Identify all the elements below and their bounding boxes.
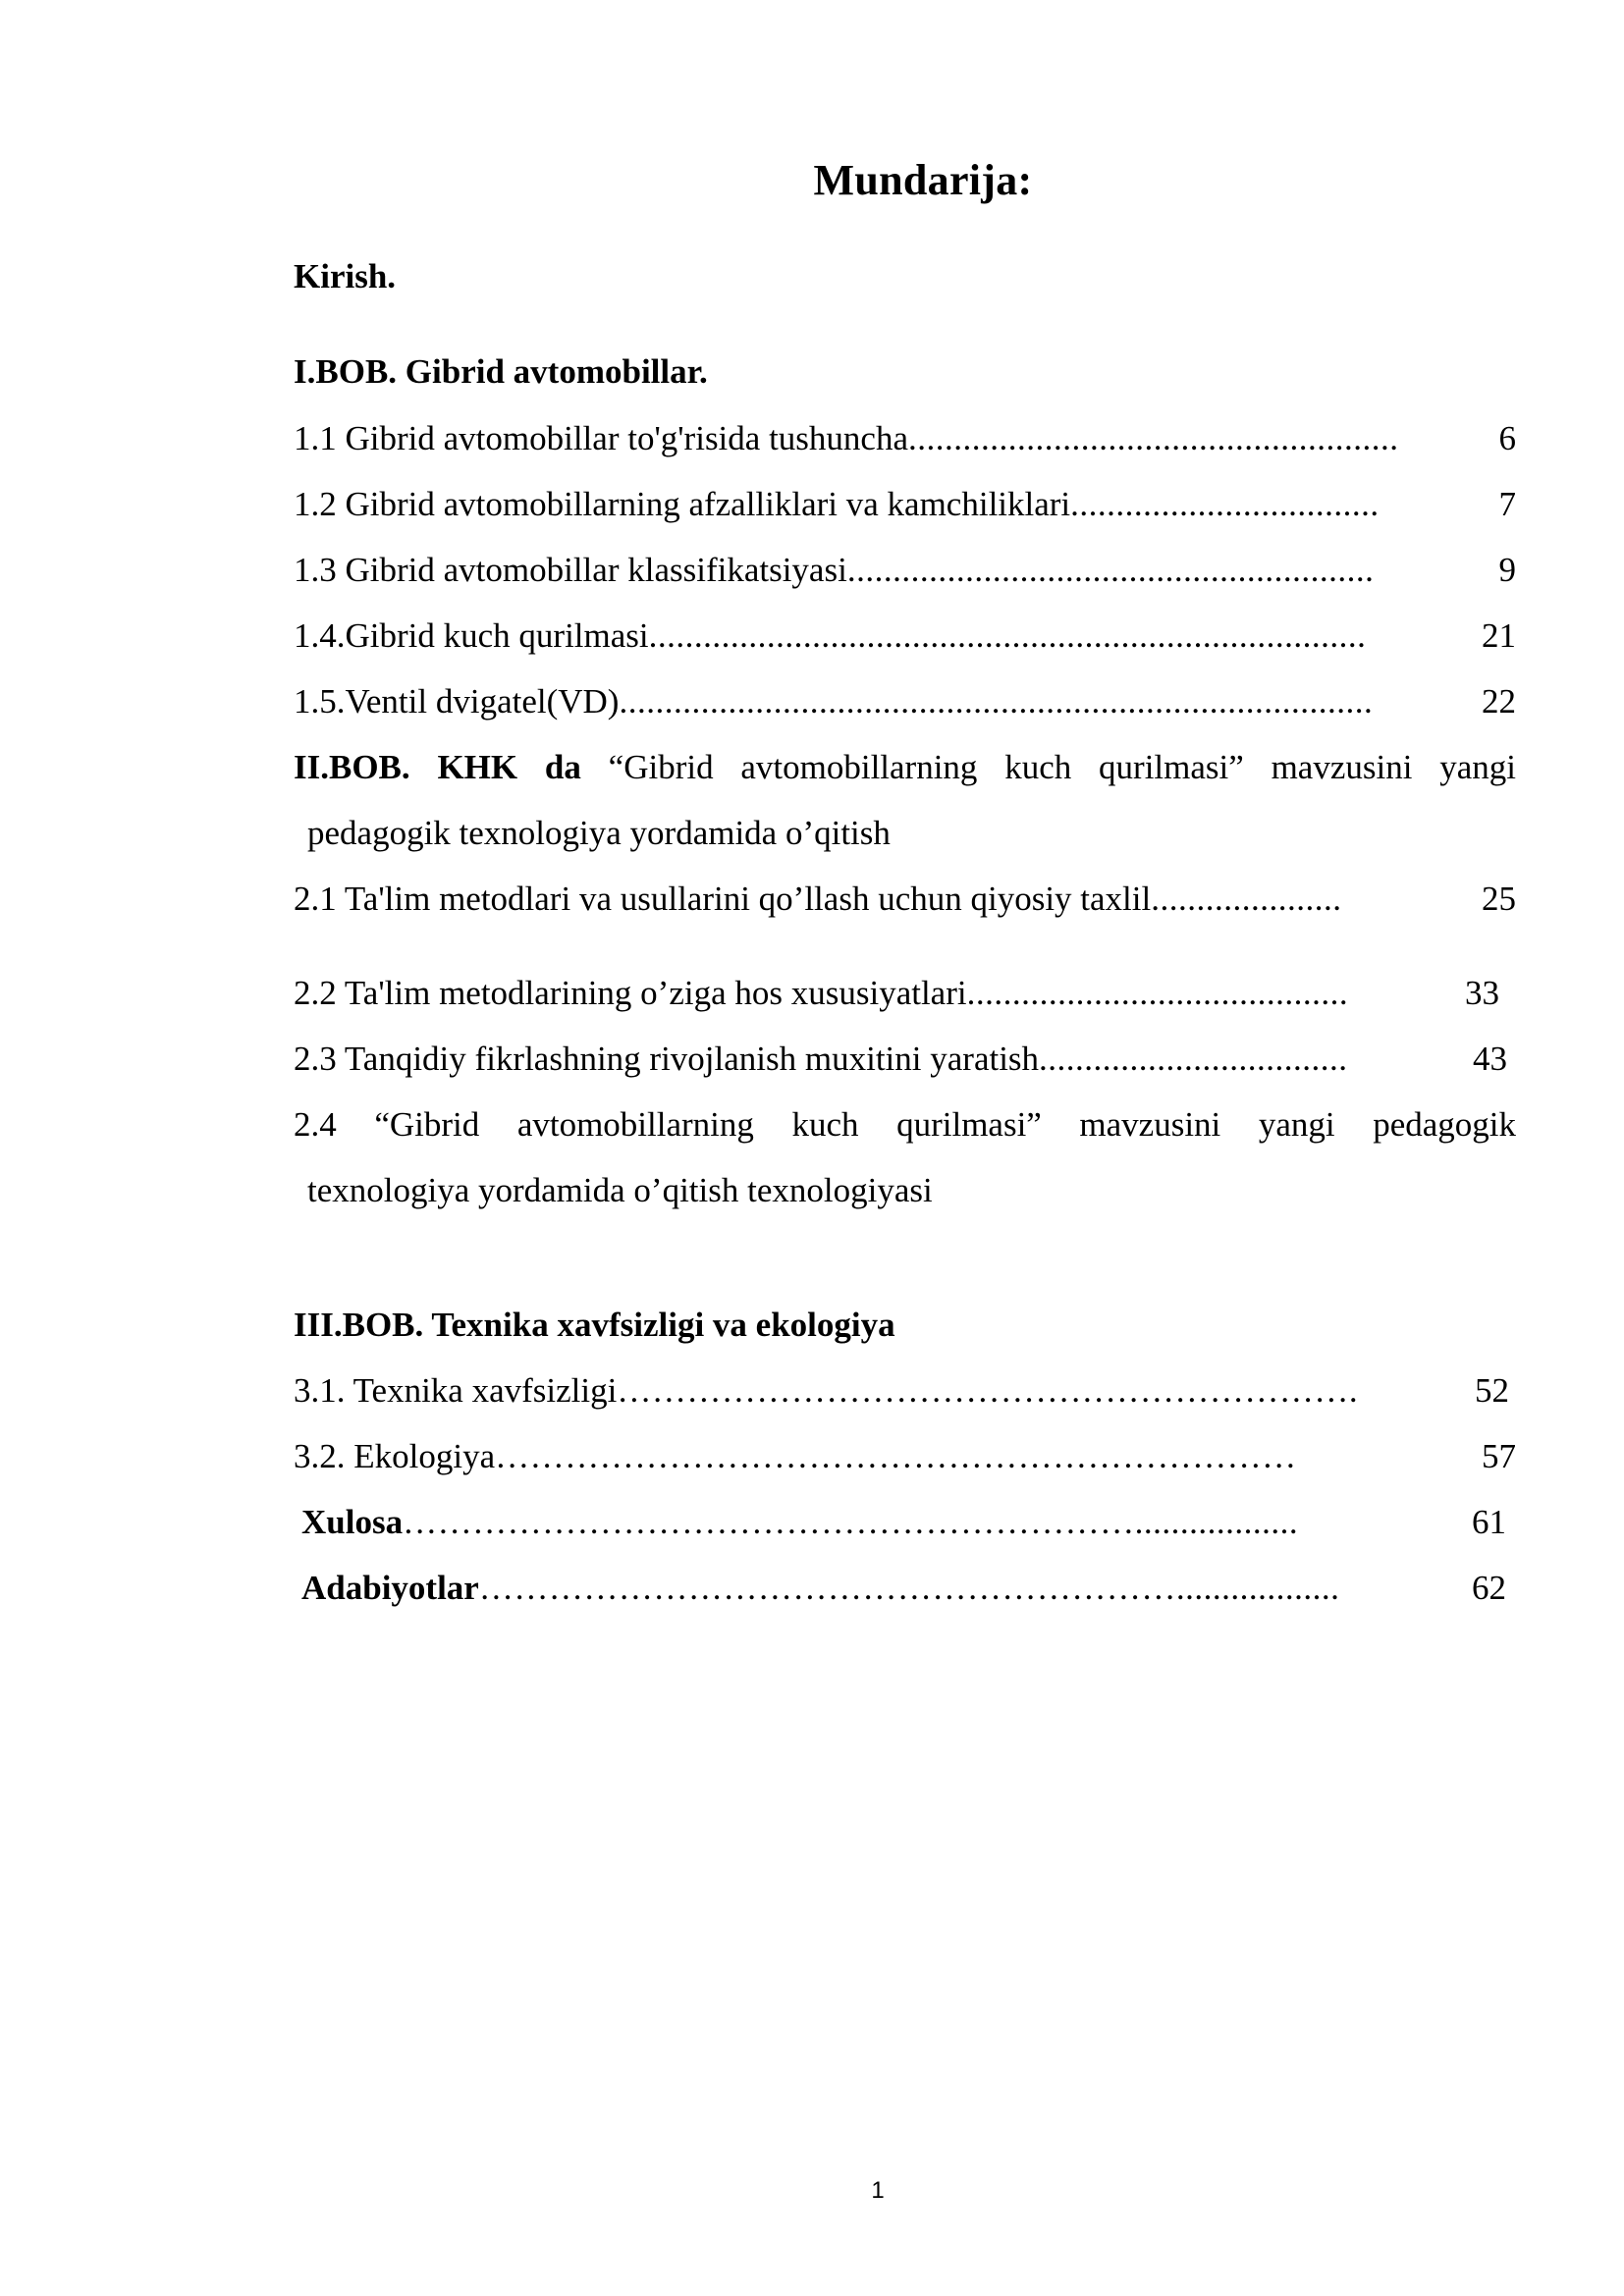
toc-intro: Kirish. (294, 257, 397, 295)
page-number: 1 (871, 2177, 885, 2204)
toc-page-number: 52 (1475, 1371, 1509, 1410)
toc-page-number: 62 (1472, 1569, 1506, 1607)
toc-entry-label: 1.1 Gibrid avtomobillar to'g'risida tushuncha (294, 419, 908, 457)
toc-entry-1-3[interactable] (294, 549, 1516, 592)
toc-entry-conclusion[interactable] (301, 1501, 1506, 1544)
toc-entry-label: 1.5.Ventil dvigatel(VD) (294, 682, 620, 721)
toc-entry-label: Adabiyotlar (301, 1569, 479, 1607)
chapter-3-heading: III.BOB. Texnika xavfsizligi va ekologiya (294, 1306, 895, 1344)
toc-entry-label: Xulosa (301, 1503, 404, 1541)
toc-title: Mundarija: (813, 156, 1033, 204)
toc-leader-dots: ...................................................... (907, 419, 1399, 457)
toc-entry-3-1[interactable] (294, 1369, 1509, 1413)
toc-entry-label: 1.2 Gibrid avtomobillarning afzalliklari va kamchiliklari (294, 485, 1071, 523)
toc-leader-dots: ………………………………………………………. (617, 1371, 1359, 1410)
toc-entry-label: 1.4.Gibrid kuch qurilmasi (294, 616, 649, 655)
toc-entry-2-4-continuation: texnologiya yordamida o’qitish texnologiyasi (307, 1171, 933, 1209)
chapter-2-heading-bold: II.BOB. KHK da (294, 748, 581, 786)
toc-leader-dots: …………………………………………………….................. (478, 1569, 1340, 1607)
toc-page-number: 6 (1498, 419, 1516, 457)
toc-entry-2-2[interactable] (294, 972, 1499, 1015)
toc-leader-dots: .......................................................... (846, 551, 1375, 589)
toc-entry-label: 2.2 Ta'lim metodlarining o’ziga hos xususiyatlari (294, 974, 967, 1012)
toc-page-number: 25 (1482, 880, 1516, 918)
toc-page-number: 7 (1498, 485, 1516, 523)
chapter-2-heading-continuation: pedagogik texnologiya yordamida o’qitish (307, 814, 891, 852)
toc-entry-2-3[interactable] (294, 1038, 1507, 1081)
toc-leader-dots: .................................. (1070, 485, 1380, 523)
toc-leader-dots: ..................... (1151, 880, 1342, 918)
toc-entry-2-1[interactable] (294, 878, 1516, 921)
toc-entry-label: 1.3 Gibrid avtomobillar klassifikatsiyasi (294, 551, 847, 589)
toc-leader-dots: ............................................................................... (648, 616, 1367, 655)
toc-leader-dots: ……………………………………………………….................. (403, 1503, 1299, 1541)
toc-entry-references[interactable] (301, 1567, 1506, 1610)
toc-entry-1-2[interactable] (294, 483, 1516, 526)
chapter-2-heading-rest: “Gibrid avtomobillarning kuch qurilmasi” mavzusini yangi (580, 748, 1516, 786)
chapter-1-heading: I.BOB. Gibrid avtomobillar. (294, 352, 708, 391)
toc-entry-label: 3.1. Texnika xavfsizligi (294, 1371, 618, 1410)
chapter-2-heading (294, 746, 1516, 789)
toc-entry-1-4[interactable] (294, 614, 1516, 658)
toc-page-number: 43 (1473, 1040, 1507, 1078)
toc-entry-label: 2.1 Ta'lim metodlari va usullarini qo’llash uchun qiyosiy taxlil (294, 880, 1152, 918)
toc-page-number: 21 (1482, 616, 1516, 655)
toc-page-number: 57 (1482, 1437, 1516, 1475)
toc-page-number: 9 (1498, 551, 1516, 589)
toc-leader-dots: .................................. (1039, 1040, 1348, 1078)
toc-page-number: 33 (1465, 974, 1499, 1012)
toc-leader-dots: .......................................... (966, 974, 1349, 1012)
toc-entry-1-1[interactable] (294, 417, 1516, 460)
toc-entry-2-4[interactable]: 2.4 “Gibrid avtomobillarning kuch qurilmasi” mavzusini yangi pedagogik (294, 1105, 1516, 1144)
toc-leader-dots: …………………………………………………………… (495, 1437, 1297, 1475)
toc-page-number: 22 (1482, 682, 1516, 721)
toc-entry-label: 3.2. Ekologiya (294, 1437, 496, 1475)
toc-entry-3-2[interactable] (294, 1435, 1516, 1478)
toc-page-number: 61 (1472, 1503, 1506, 1541)
toc-entry-1-5[interactable] (294, 680, 1516, 723)
toc-leader-dots: ................................................................................... (619, 682, 1374, 721)
toc-entry-label: 2.3 Tanqidiy fikrlashning rivojlanish muxitini yaratish (294, 1040, 1040, 1078)
